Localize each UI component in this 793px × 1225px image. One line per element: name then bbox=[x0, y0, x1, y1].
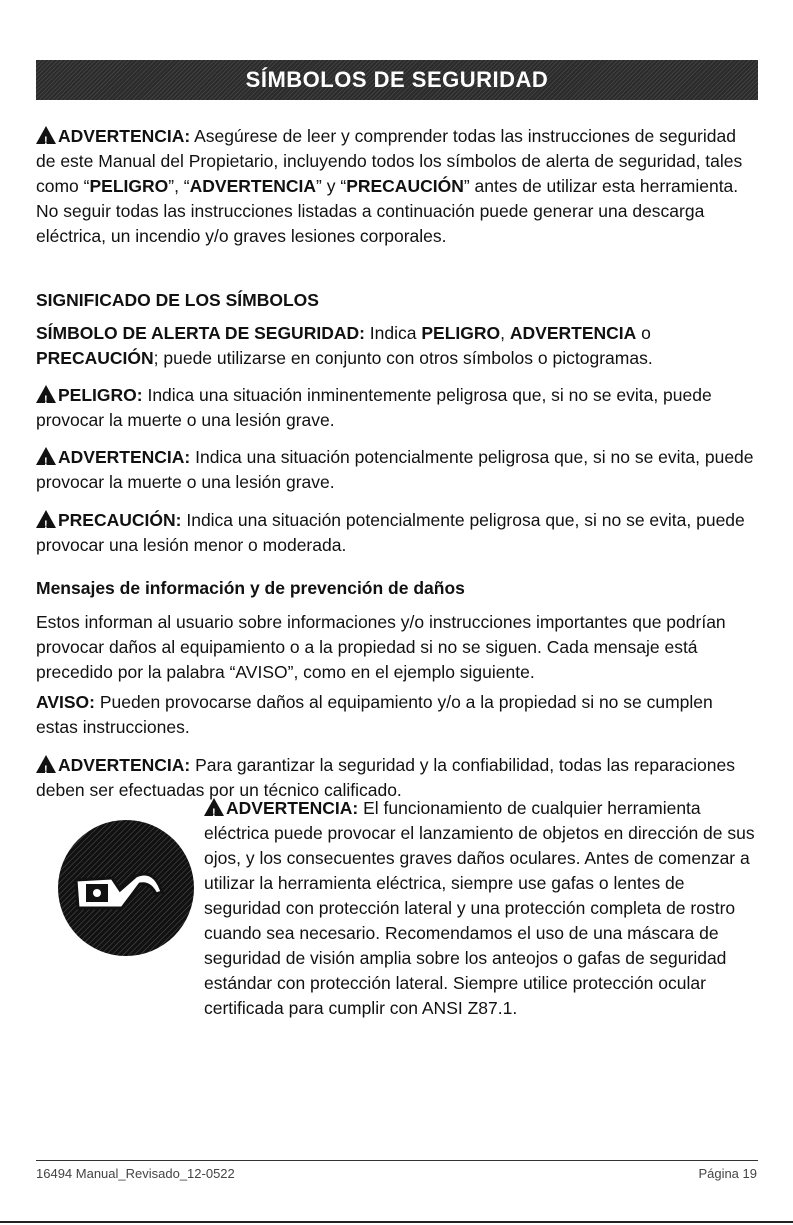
caution-definition: !PRECAUCIÓN: Indica una situación potencialmente peligrosa que, si no se evita, puede provocar una lesión menor o moderada. bbox=[36, 508, 758, 558]
info-heading: Mensajes de información y de prevención de daños bbox=[36, 578, 465, 598]
footer-divider bbox=[36, 1160, 758, 1161]
repair-warning: !ADVERTENCIA: Para garantizar la seguridad y la confiabilidad, todas las reparaciones deben ser efectuadas por un técnico calificado. bbox=[36, 753, 758, 803]
meaning-heading: SIGNIFICADO DE LOS SÍMBOLOS bbox=[36, 290, 319, 310]
footer-document-id: 16494 Manual_Revisado_12-0522 bbox=[36, 1166, 235, 1181]
warning-triangle-icon bbox=[36, 510, 56, 528]
warning-triangle-icon bbox=[204, 798, 224, 816]
warning-triangle-icon bbox=[36, 126, 56, 144]
bottom-divider bbox=[0, 1221, 793, 1223]
footer-page-number: Página 19 bbox=[698, 1166, 757, 1181]
warning-definition: !ADVERTENCIA: Indica una situación potencialmente peligrosa que, si no se evita, puede provocar la muerte o una lesión grave. bbox=[36, 445, 758, 495]
danger-definition: !PELIGRO: Indica una situación inminentemente peligrosa que, si no se evita, puede provocar la muerte o una lesión grave. bbox=[36, 383, 758, 433]
intro-label: ADVERTENCIA: bbox=[58, 126, 191, 146]
warning-triangle-icon bbox=[36, 755, 56, 773]
eye-protection-warning: !ADVERTENCIA: El funcionamiento de cualquier herramienta eléctrica puede provocar el lanzamiento de objetos en dirección de sus ojos, y los consecuentes graves daños oculares. Antes de comenzar a utilizar la herramienta eléctrica, siempre use gafas o lentes de seguridad con protección lateral y una protección completa de rostro cuando sea necesario. Recomendamos el uso de una máscara de seguridad de visión amplia sobre los anteojos o gafas de seguridad estándar con protección lateral. Siempre utilice protección ocular certificada para cumplir con ANSI Z87.1. bbox=[204, 796, 758, 1021]
alert-symbol-definition: SÍMBOLO DE ALERTA DE SEGURIDAD: Indica PELIGRO, ADVERTENCIA o PRECAUCIÓN; puede utilizarse en conjunto con otros símbolos o pictogramas. bbox=[36, 323, 653, 368]
intro-warning: !ADVERTENCIA: Asegúrese de leer y comprender todas las instrucciones de seguridad de este Manual del Propietario, incluyendo todos los símbolos de alerta de seguridad, tales como “PELIGRO”, “ADVERTENCIA” y “PRECAUCIÓN” antes de utilizar esta herramienta. No seguir todas las instrucciones listadas a continuación puede generar una descarga eléctrica, un incendio y/o graves lesiones corporales. bbox=[36, 124, 758, 249]
warning-triangle-icon bbox=[36, 447, 56, 465]
banner-title: SÍMBOLOS DE SEGURIDAD bbox=[245, 67, 549, 92]
section-banner bbox=[36, 60, 758, 100]
warning-triangle-icon bbox=[36, 385, 56, 403]
info-text: Estos informan al usuario sobre informaciones y/o instrucciones importantes que podrían provocar daños al equipamiento o a la propiedad si no se siguen. Cada mensaje está precedido por la palabra “AVISO”, como en el ejemplo siguiente. bbox=[36, 612, 726, 682]
safety-goggles-icon bbox=[56, 818, 196, 958]
notice: AVISO: Pueden provocarse daños al equipamiento y/o a la propiedad si no se cumplen estas instrucciones. bbox=[36, 692, 713, 737]
